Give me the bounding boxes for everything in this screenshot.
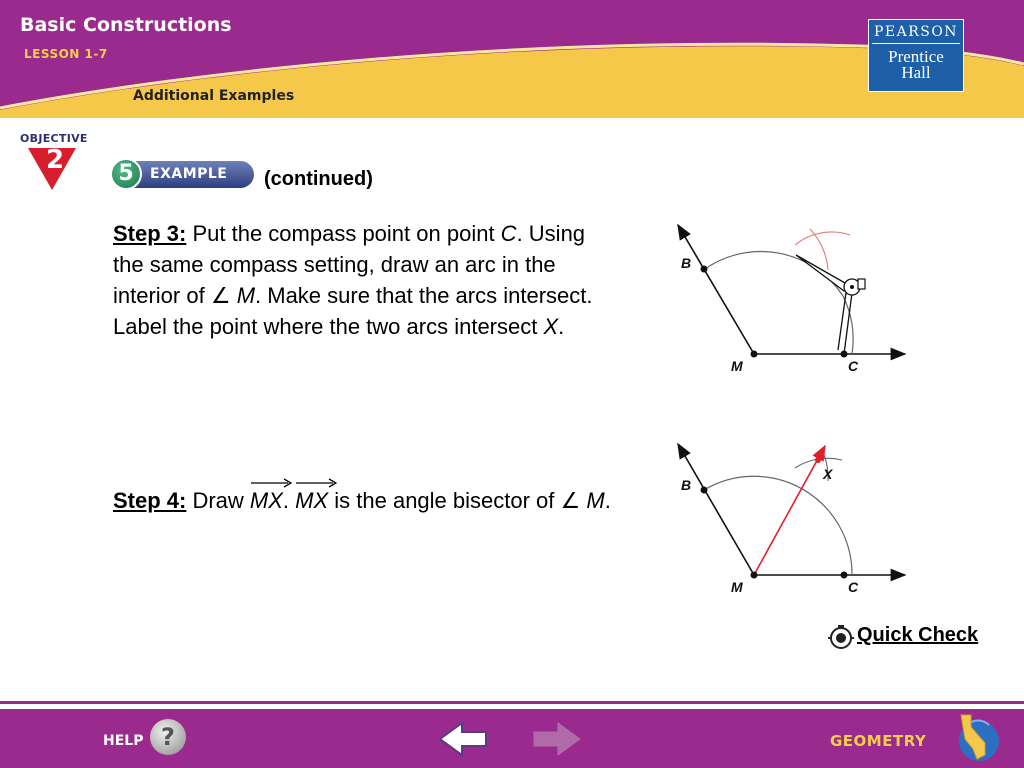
- step3-point-x: X: [543, 314, 559, 339]
- label-c: C: [848, 358, 859, 374]
- construction-figure-step3: [660, 215, 920, 380]
- point-m: [751, 572, 758, 579]
- footer-divider: [0, 701, 1024, 704]
- objective-badge: [20, 132, 90, 192]
- point-m: [751, 351, 758, 358]
- point-c: [841, 351, 848, 358]
- arc-from-b: [795, 232, 850, 245]
- logo-pearson: PEARSON: [872, 20, 960, 44]
- label-x: X: [823, 466, 833, 482]
- ray-mb: [678, 225, 754, 354]
- step4-text-3: is the angle bisector of: [328, 488, 561, 513]
- logo-prentice: Prentice: [888, 47, 944, 66]
- step3-label: Step 3:: [113, 221, 187, 246]
- step4-text-4: .: [604, 488, 611, 513]
- compass-icon: [796, 255, 865, 354]
- ray-arrow-icon: [250, 478, 292, 488]
- point-b: [701, 266, 708, 273]
- step4-label: Step 4:: [113, 488, 187, 513]
- previous-arrow-icon[interactable]: [438, 721, 488, 757]
- step4-angle-m: M: [586, 488, 605, 513]
- ray-arrow-icon: [295, 478, 337, 488]
- label-c: C: [848, 579, 859, 595]
- step4-text-2: .: [282, 488, 296, 513]
- step3-angle-m: M: [236, 283, 256, 308]
- angle-symbol: ∠: [210, 283, 231, 308]
- next-arrow-icon[interactable]: [532, 721, 582, 757]
- step4-text-1: Draw: [186, 488, 250, 513]
- subject-label: GEOMETRY: [830, 732, 927, 750]
- lesson-number: LESSON 1-7: [24, 47, 108, 61]
- step3-text-2: . Using the same compass setting, draw an arc in the interior of: [113, 221, 586, 308]
- objective-label: OBJECTIVE: [20, 132, 88, 145]
- construction-figure-step4: [660, 436, 920, 601]
- step3-point-c: C: [500, 221, 517, 246]
- step3-text: [113, 218, 613, 342]
- section-title: Additional Examples: [133, 88, 295, 104]
- step3-text-3: . Make sure that the arcs intersect. Label the point where the two arcs intersect: [113, 283, 593, 339]
- step3-text-1: Put the compass point on point: [186, 221, 501, 246]
- ray-mx-2-text: MX: [295, 488, 329, 513]
- ray-mx-1: [250, 485, 283, 516]
- quick-check-label[interactable]: Quick Check: [857, 624, 979, 646]
- point-c: [841, 572, 848, 579]
- angle-symbol: ∠: [560, 488, 581, 513]
- stopwatch-icon: [828, 624, 854, 650]
- help-button[interactable]: ?: [150, 719, 186, 755]
- ray-mx-2: [295, 485, 328, 516]
- bisector-ray-mx: [754, 446, 825, 575]
- header-banner: [0, 0, 1024, 118]
- example-label: EXAMPLE: [150, 166, 228, 182]
- example-number: 5: [110, 158, 142, 190]
- globe-california-icon: [955, 713, 1003, 765]
- continued-label: (continued): [264, 168, 373, 190]
- objective-number: 2: [45, 145, 65, 175]
- logo-prentice-hall: [869, 44, 963, 81]
- publisher-logo: [868, 19, 964, 92]
- step4-text: [113, 485, 633, 516]
- step3-text-4: .: [558, 314, 565, 339]
- help-label[interactable]: HELP: [103, 733, 144, 749]
- logo-hall: Hall: [901, 63, 931, 82]
- lesson-title: Basic Constructions: [20, 14, 232, 36]
- ray-mx-1-text: MX: [249, 488, 283, 513]
- point-x: [815, 457, 821, 463]
- label-b: B: [681, 255, 692, 271]
- label-m: M: [731, 358, 743, 374]
- ray-mb: [678, 444, 754, 575]
- point-b: [701, 487, 708, 494]
- label-b: B: [681, 477, 692, 493]
- footer-bar: [0, 709, 1024, 768]
- example-badge: [110, 158, 254, 192]
- label-m: M: [731, 579, 743, 595]
